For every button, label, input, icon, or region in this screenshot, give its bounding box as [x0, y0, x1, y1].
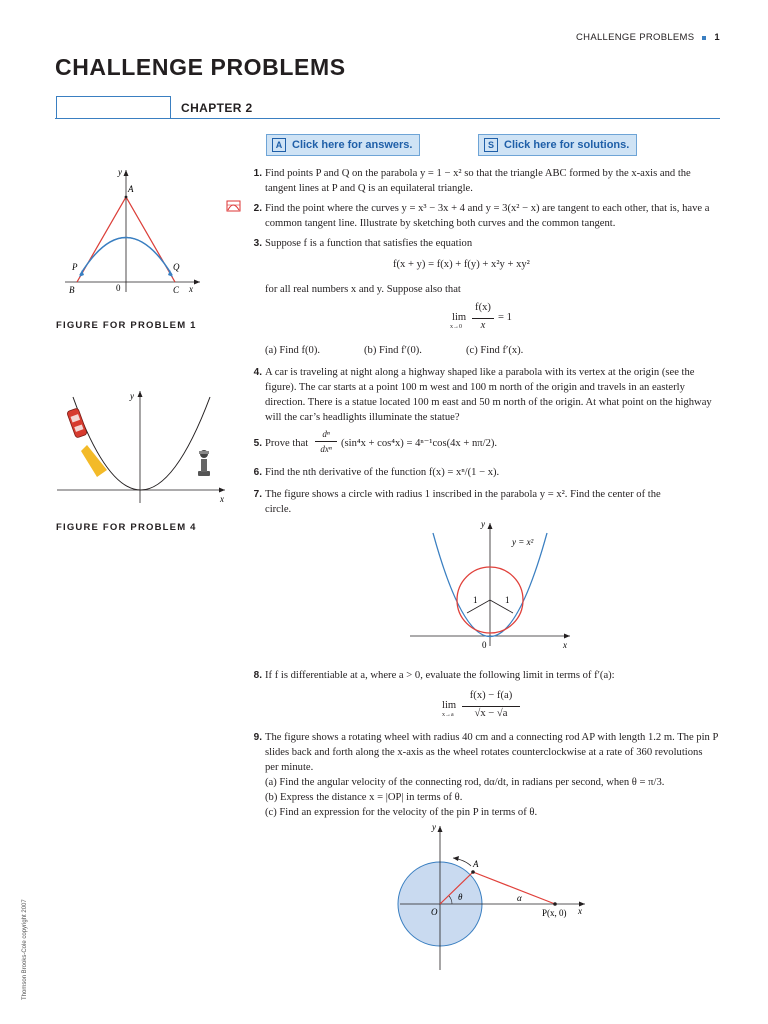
problem-text: The figure shows a circle with radius 1 inscribed in the parabola y = x². Find the center of the circle.	[265, 489, 661, 515]
fig9-P-label: P(x, 0)	[542, 908, 567, 918]
figure-label-problem-1: FIGURE FOR PROBLEM 1	[56, 320, 197, 331]
problem-number: 5.	[253, 438, 262, 449]
fraction-denominator: x	[480, 320, 486, 331]
fig9-theta-label: θ	[458, 892, 463, 902]
fig7-radius-left: 1	[473, 595, 478, 605]
fraction-numerator: f(x)	[475, 302, 491, 313]
fig1-A-label: A	[128, 184, 134, 194]
answers-link-label: Click here for answers.	[292, 139, 413, 151]
problem-text: Find the nth derivative of the function f(x) = xⁿ/(1 − x).	[265, 467, 500, 478]
solutions-link[interactable]	[478, 134, 637, 156]
problem-9	[248, 730, 718, 820]
problem-text: Find points P and Q on the parabola y = 1 − x² so that the triangle ABC formed by the x-axis and the tangent lines at P and Q is an equilateral triangle.	[265, 168, 691, 194]
solutions-link-label: Click here for solutions.	[504, 139, 630, 151]
header-rule	[55, 118, 720, 119]
fig9-A-label: A	[473, 859, 479, 869]
fig1-y-label: y	[118, 167, 122, 177]
limit-problem-3	[452, 302, 532, 336]
problem-3-continued	[248, 282, 718, 297]
problem-text: If f is differentiable at a, where a > 0, evaluate the following limit in terms of f′(a):	[265, 670, 615, 681]
fig1-Q-label: Q	[173, 262, 180, 272]
derivative-denominator: dxⁿ	[320, 444, 332, 454]
fig7-origin: 0	[482, 640, 487, 650]
chapter-label: CHAPTER 2	[181, 101, 253, 115]
square-icon	[702, 36, 706, 40]
fig1-O-label: 0	[116, 283, 121, 293]
solutions-letter-icon: S	[484, 138, 498, 152]
fig7-y-label: y	[481, 519, 485, 529]
problem-6	[248, 465, 718, 480]
problem-4	[248, 365, 718, 425]
fraction-denominator: √x − √a	[474, 708, 508, 719]
page-number: 1	[714, 32, 720, 43]
limit-rhs: = 1	[498, 312, 512, 323]
problem-5	[248, 429, 718, 454]
fig1-x-label: x	[189, 284, 193, 294]
fig1-C-label: C	[173, 285, 180, 295]
problem-number: 8.	[253, 670, 262, 681]
copyright-notice: Thomson Brooks-Cole copyright 2007	[22, 899, 28, 1000]
fig7-curve-label: y = x²	[512, 537, 534, 547]
figure-label-problem-4: FIGURE FOR PROBLEM 4	[56, 522, 197, 533]
problem-text: Prove that	[265, 438, 309, 449]
lim-subscript: x→0	[450, 324, 462, 330]
figure-problem-7	[405, 518, 580, 650]
problem-3-part-c: (c) Find f′(x).	[466, 345, 524, 356]
problem-text: Suppose f is a function that satisfies the equation	[265, 238, 473, 249]
lim-subscript: x→a	[442, 712, 454, 718]
fig7-x-label: x	[563, 640, 567, 650]
page-title: CHALLENGE PROBLEMS	[55, 54, 346, 80]
problem-text: The figure shows a rotating wheel with radius 40 cm and a connecting rod AP with length 1.2 m. The pin P slides back and forth along the x-axis as the wheel rotates counterclockwise at a rate of 360 revolutions per minute.	[265, 732, 718, 773]
problem-9-part-b: (b) Express the distance x = |OP| in terms of θ.	[265, 792, 463, 803]
statue-icon	[198, 450, 210, 476]
car-icon	[67, 408, 88, 438]
problem-9-part-a: (a) Find the angular velocity of the connecting rod, dα/dt, in radians per second, when θ = π/3.	[265, 777, 665, 788]
equation-problem-3: f(x + y) = f(x) + f(y) + x²y + xy²	[393, 259, 530, 270]
answers-link[interactable]	[266, 134, 420, 156]
problem-number: 2.	[253, 203, 262, 214]
lim-text: lim	[442, 700, 457, 711]
fig1-B-label: B	[69, 285, 75, 295]
chapter-tab	[56, 96, 171, 118]
figure-problem-4	[55, 385, 235, 510]
problem-text: Find the point where the curves y = x³ − 3x + 4 and y = 3(x² − x) are tangent to each other, that is, have a common tangent line. Illustrate by sketching both curves and the common tangent.	[265, 203, 710, 229]
fig9-alpha-label: α	[517, 893, 522, 903]
fig9-y-label: y	[432, 822, 436, 832]
problem-2	[248, 201, 718, 231]
fig9-x-label: x	[578, 906, 582, 916]
problem-number: 9.	[253, 732, 262, 743]
problem-number: 1.	[253, 168, 262, 179]
problem-7	[248, 487, 718, 517]
derivative-numerator: dⁿ	[322, 429, 330, 439]
problem-text-continued: for all real numbers x and y. Suppose also that	[265, 284, 461, 295]
figure-problem-1	[55, 160, 215, 300]
fig9-O-label: O	[431, 907, 438, 917]
running-head-text: CHALLENGE PROBLEMS	[576, 32, 695, 43]
lim-text: lim	[452, 312, 467, 323]
problem-number: 6.	[253, 467, 262, 478]
problem-number: 3.	[253, 238, 262, 249]
problem-8	[248, 668, 718, 683]
figure-problem-9	[395, 822, 595, 972]
fraction-numerator: f(x) − f(a)	[469, 690, 513, 701]
problem-5-rest: (sin⁴x + cos⁴x) = 4ⁿ⁻¹cos(4x + nπ/2).	[341, 438, 498, 449]
fig4-x-label: x	[220, 494, 224, 504]
fig1-P-label: P	[72, 262, 78, 272]
answers-letter-icon: A	[272, 138, 286, 152]
problem-number: 7.	[253, 489, 262, 500]
problem-3-part-a: (a) Find f(0).	[265, 345, 321, 356]
limit-problem-8	[442, 690, 532, 724]
problem-1	[248, 166, 718, 196]
running-head	[576, 32, 720, 43]
fig4-y-label: y	[130, 391, 134, 401]
fig7-radius-right: 1	[505, 595, 510, 605]
problem-3-part-b: (b) Find f′(0).	[364, 345, 422, 356]
problem-number: 4.	[253, 367, 262, 378]
graphing-calculator-icon	[226, 200, 242, 214]
problem-9-part-c: (c) Find an expression for the velocity of the pin P in terms of θ.	[265, 807, 538, 818]
problem-text: A car is traveling at night along a highway shaped like a parabola with its vertex at the origin (see the figure). The car starts at a point 100 m west and 100 m north of the origin and travels in an easterly direction. There is a statue located 100 m east and 50 m north of the origin. At what point on the highway will the car’s headlights illuminate the statue?	[265, 367, 712, 423]
problem-3	[248, 236, 718, 251]
